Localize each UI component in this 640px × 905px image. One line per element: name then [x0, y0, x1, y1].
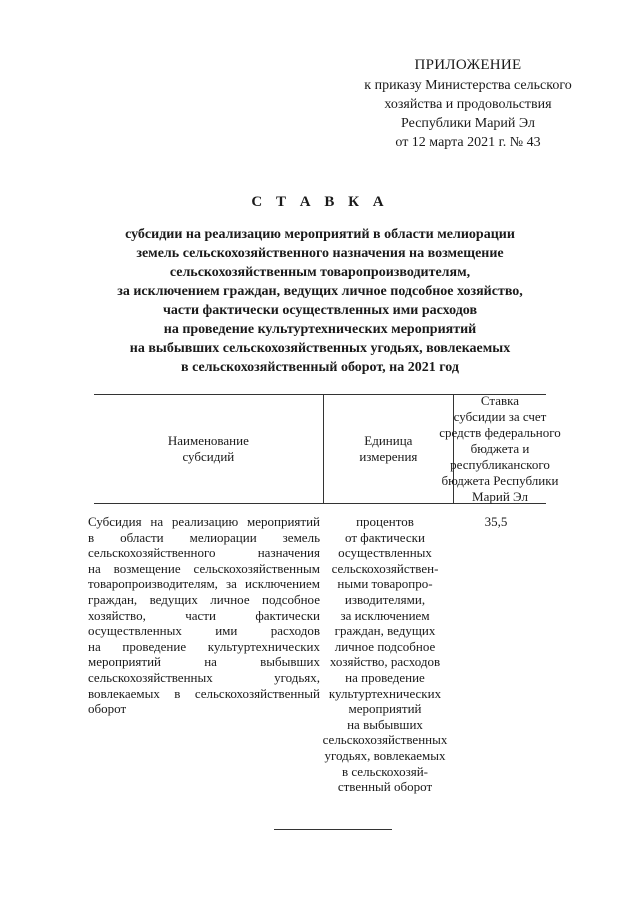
subtitle-line: на выбывших сельскохозяйственных угодьях, вовлекаемых — [129, 341, 511, 356]
closing-rule — [274, 829, 392, 830]
table-row — [88, 514, 546, 795]
rate-value-cell: 35,5 — [484, 514, 508, 529]
subtitle-line: сельскохозяйственным товаропроизводителям, — [169, 265, 471, 280]
subtitle-line: за исключением граждан, ведущих личное подсобное хозяйство, — [117, 284, 523, 299]
subtitle-line: субсидии на реализацию мероприятий в области мелиорации — [125, 227, 515, 242]
annex-block — [330, 56, 606, 152]
subsidy-name-cell: Субсидия на реализацию мероприятий в области мелиорации земель сельскохозяйственного назначения на возмещение сельскохозяйственным товаропроизводителям, за исключением граждан, ведущих личное подсобное хозяйство, части фактически осуществленных ими расходов на проведение культуртехнических мероприятий на выбывших сельскохозяйственных угодьях, вовлекаемых в сельскохозяйственный оборот — [88, 514, 320, 717]
document-subtitle — [60, 225, 580, 377]
annex-title: ПРИЛОЖЕНИЕ — [414, 57, 522, 73]
header-name: Наименование субсидий — [167, 433, 249, 464]
annex-line: к приказу Министерства сельского — [364, 78, 572, 93]
subtitle-line: земель сельскохозяйственного назначения на возмещение — [136, 246, 504, 261]
subsidy-rate-table — [88, 393, 561, 795]
document-title: С Т А В К А — [251, 194, 389, 210]
subtitle-line: части фактически осуществленных ими расходов — [162, 303, 478, 318]
annex-line: от 12 марта 2021 г. № 43 — [395, 135, 541, 150]
subtitle-line: на проведение культуртехнических мероприятий — [163, 322, 477, 337]
annex-line: хозяйства и продовольствия — [384, 97, 552, 112]
unit-cell: процентов от фактически осуществленных сельскохозяйствен- ными товаропро- изводителями, за исключением граждан, ведущих личное подсобное хозяйство, расходов на проведение культуртехнических мероприятий на выбывших сельскохозяйственных угодьях, вовлекаемых в сельскохозяй- ственный оборот — [322, 514, 448, 795]
header-rate: Ставка субсидии за счет средств федерального бюджета и республиканского бюджета Республики Марий Эл — [439, 393, 561, 504]
table-header-row — [94, 393, 561, 504]
annex-line: Республики Марий Эл — [401, 116, 535, 131]
header-unit: Единица измерения — [323, 395, 454, 503]
subtitle-line: в сельскохозяйственный оборот, на 2021 год — [181, 360, 459, 375]
